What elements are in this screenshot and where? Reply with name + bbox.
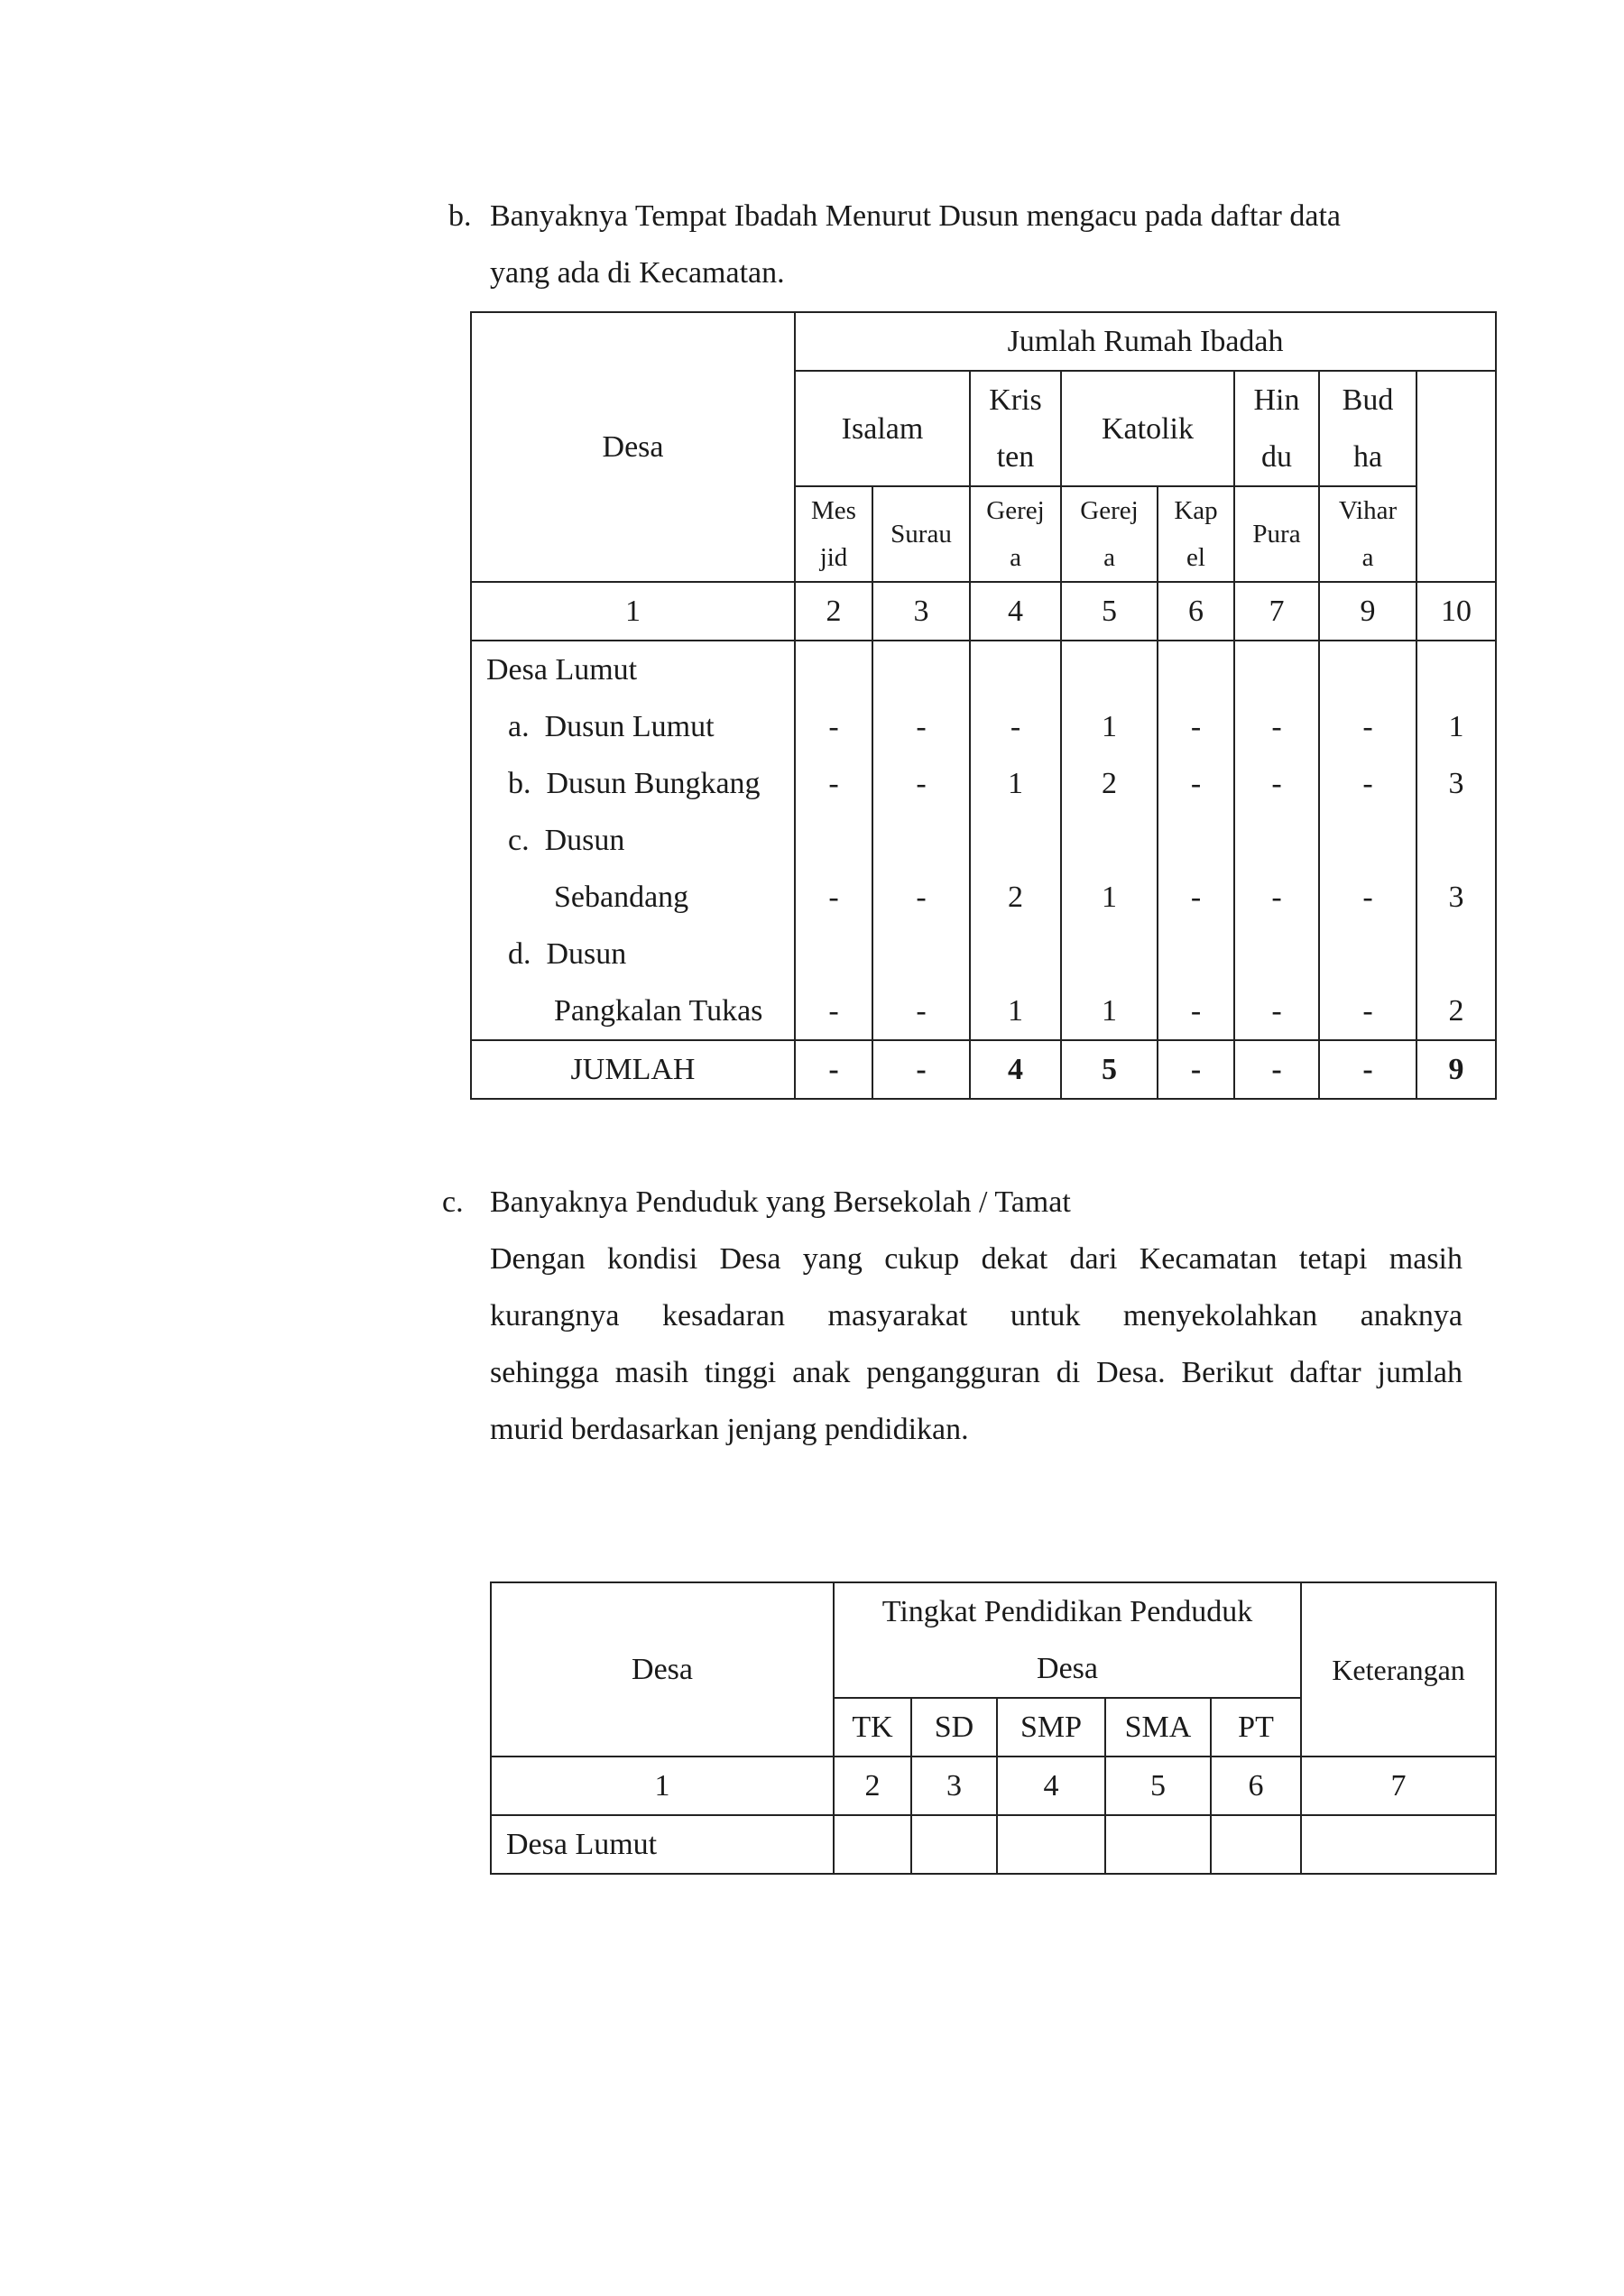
extra-header <box>1416 371 1496 582</box>
total-row <box>471 1040 1496 1099</box>
data-row <box>491 1815 1496 1874</box>
section-b-title-line1: Banyaknya Tempat Ibadah Menurut Dusun mengacu pada daftar data <box>490 199 1341 233</box>
data-row <box>471 641 1496 1040</box>
gereja-kristen-values: - 1 2 1 <box>970 641 1061 1040</box>
katolik-header: Katolik <box>1061 371 1234 486</box>
col-number: 2 <box>795 582 872 641</box>
masjid-subheader: Mes jid <box>795 486 872 582</box>
section-c-title: Banyaknya Penduduk yang Bersekolah / Tamat <box>490 1185 1071 1219</box>
kristen-header: Kris ten <box>970 371 1061 486</box>
paragraph-line: Dengan kondisi Desa yang cukup dekat dari Kecamatan tetapi masih <box>490 1242 1463 1276</box>
total-label: JUMLAH <box>471 1040 795 1099</box>
total-value: - <box>1319 1040 1416 1099</box>
gereja-katolik-values: 1 2 1 1 <box>1061 641 1158 1040</box>
jumlah-rumah-ibadah-header: Jumlah Rumah Ibadah <box>795 312 1496 371</box>
col-number: 6 <box>1211 1757 1301 1815</box>
section-b-marker: b. <box>448 199 472 233</box>
surau-values: - - - - <box>872 641 970 1040</box>
col-number: 5 <box>1061 582 1158 641</box>
section-b-title-line2: yang ada di Kecamatan. <box>490 256 785 290</box>
worship-places-table <box>470 311 1497 1100</box>
gereja-kristen-subheader: Gerej a <box>970 486 1061 582</box>
village-name: Desa Lumut <box>486 653 638 687</box>
col-number: 4 <box>970 582 1061 641</box>
paragraph-line: kurangnya kesadaran masyarakat untuk menyekolahkan anaknya <box>490 1299 1463 1332</box>
col-number: 3 <box>911 1757 997 1815</box>
vihara-subheader: Vihar a <box>1319 486 1416 582</box>
col-number: 7 <box>1301 1757 1496 1815</box>
col-number: 1 <box>491 1757 834 1815</box>
total-value: 4 <box>970 1040 1061 1099</box>
empty-cell <box>997 1815 1105 1874</box>
total-value: - <box>795 1040 872 1099</box>
empty-cell <box>834 1815 911 1874</box>
pura-subheader: Pura <box>1234 486 1319 582</box>
kapel-values: - - - - <box>1158 641 1234 1040</box>
dusun-label: b. Dusun Bungkang <box>508 767 761 800</box>
gereja-katolik-subheader: Gerej a <box>1061 486 1158 582</box>
dusun-label: a. Dusun Lumut <box>508 710 715 743</box>
total-column-values: 1 3 3 2 <box>1416 641 1496 1040</box>
total-value: - <box>872 1040 970 1099</box>
hindu-header: Hin du <box>1234 371 1319 486</box>
level-header: TK <box>834 1698 911 1757</box>
section-c-marker: c. <box>442 1185 464 1219</box>
level-header: SMA <box>1105 1698 1211 1757</box>
budha-header: Bud ha <box>1319 371 1416 486</box>
col-number: 2 <box>834 1757 911 1815</box>
dusun-label: d. Dusun <box>508 937 627 971</box>
kapel-subheader: Kap el <box>1158 486 1234 582</box>
education-table <box>490 1581 1497 1875</box>
islam-header: Isalam <box>795 371 970 486</box>
col-number: 3 <box>872 582 970 641</box>
col-number: 6 <box>1158 582 1234 641</box>
total-value: - <box>1158 1040 1234 1099</box>
col-number: 5 <box>1105 1757 1211 1815</box>
section-c-paragraph <box>490 1231 1463 1458</box>
empty-cell <box>1301 1815 1496 1874</box>
total-value: - <box>1234 1040 1319 1099</box>
level-header: PT <box>1211 1698 1301 1757</box>
level-header: SD <box>911 1698 997 1757</box>
desa-header: Desa <box>491 1582 834 1757</box>
col-number: 9 <box>1319 582 1416 641</box>
dusun-label: Pangkalan Tukas <box>508 994 763 1028</box>
surau-subheader: Surau <box>872 486 970 582</box>
tingkat-pendidikan-header: Tingkat Pendidikan Penduduk Desa <box>834 1582 1301 1698</box>
level-header: SMP <box>997 1698 1105 1757</box>
col-number: 10 <box>1416 582 1496 641</box>
paragraph-line: sehingga masih tinggi anak pengangguran di Desa. Berikut daftar jumlah <box>490 1356 1463 1389</box>
village-cell <box>471 641 795 1040</box>
col-number: 4 <box>997 1757 1105 1815</box>
village-name: Desa Lumut <box>491 1815 834 1874</box>
keterangan-header: Keterangan <box>1301 1582 1496 1757</box>
vihara-values: - - - - <box>1319 641 1416 1040</box>
pura-values: - - - - <box>1234 641 1319 1040</box>
empty-cell <box>911 1815 997 1874</box>
masjid-values: - - - - <box>795 641 872 1040</box>
column-number-row <box>471 582 1496 641</box>
empty-cell <box>1211 1815 1301 1874</box>
total-value: 9 <box>1416 1040 1496 1099</box>
column-number-row <box>491 1757 1496 1815</box>
col-number: 7 <box>1234 582 1319 641</box>
col-number: 1 <box>471 582 795 641</box>
dusun-label: Sebandang <box>508 881 689 914</box>
total-value: 5 <box>1061 1040 1158 1099</box>
dusun-label: c. Dusun <box>508 824 625 857</box>
paragraph-line: murid berdasarkan jenjang pendidikan. <box>490 1413 969 1446</box>
empty-cell <box>1105 1815 1211 1874</box>
desa-header: Desa <box>471 312 795 582</box>
